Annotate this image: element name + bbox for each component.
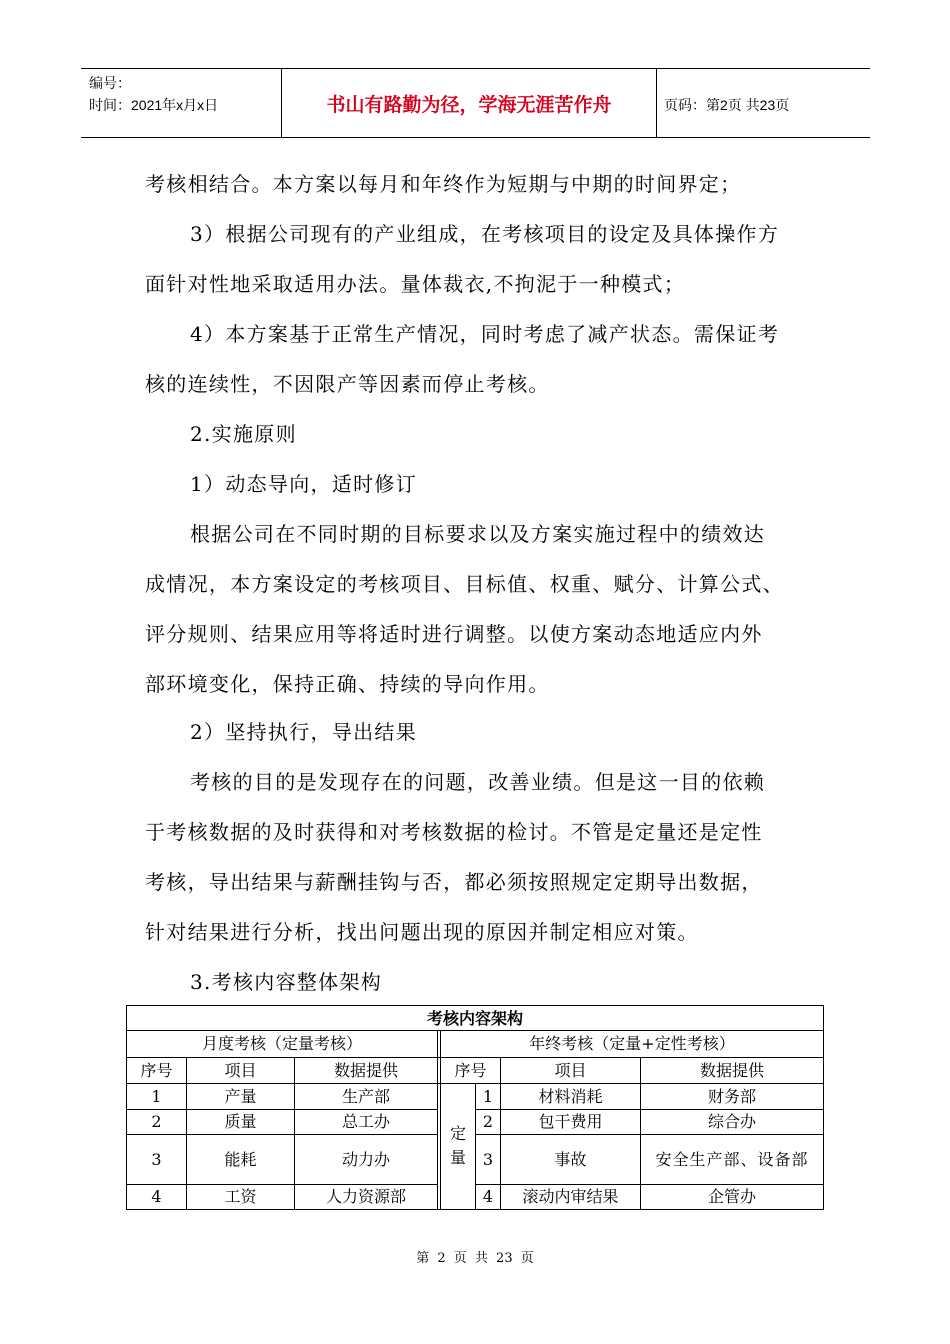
- table-cell-no: 3: [151, 1149, 162, 1169]
- table-cell-item: 事故: [554, 1149, 587, 1169]
- table-cell-source: 生产部: [341, 1086, 390, 1106]
- table-cell-item: 产量: [224, 1086, 257, 1106]
- table-cell-no: 2: [482, 1112, 494, 1131]
- paragraph-line: 4）本方案基于正常生产情况，同时考虑了减产状态。需保证考: [190, 322, 780, 346]
- table-cell-source: 安全生产部、设备部: [655, 1149, 809, 1169]
- annual-group-header: 年终考核（定量+定性考核）: [529, 1034, 735, 1053]
- table-cell-item: 能耗: [224, 1149, 257, 1169]
- table-cell-source: 动力办: [341, 1149, 390, 1169]
- monthly-group-header: 月度考核（定量考核）: [201, 1034, 362, 1053]
- table-cell-item: 包干费用: [538, 1112, 603, 1131]
- table-cell-item: 材料消耗: [538, 1086, 603, 1106]
- column-header-item: 项目: [554, 1060, 587, 1080]
- column-header-item: 项目: [224, 1060, 257, 1080]
- section-heading: 3.考核内容整体架构: [190, 970, 383, 994]
- paragraph-line: 成情况，本方案设定的考核项目、目标值、权重、赋分、计算公式、: [145, 572, 784, 596]
- assessment-structure-table: [126, 1005, 824, 1210]
- subsection-heading: 1）动态导向，适时修订: [190, 472, 418, 496]
- paragraph-line: 面针对性地采取适用办法。量体裁衣,不拘泥于一种模式；: [145, 272, 686, 296]
- document-time-label: 时间：2021年x月x日: [89, 97, 219, 113]
- page-header: [81, 68, 870, 138]
- table-cell-source: 综合办: [707, 1112, 756, 1131]
- table-cell-no: 1: [482, 1086, 494, 1106]
- header-motto: 书山有路勤为径，学海无涯苦作舟: [282, 69, 657, 137]
- subsection-heading: 2）坚持执行，导出结果: [190, 720, 418, 744]
- paragraph-line: 根据公司在不同时期的目标要求以及方案实施过程中的绩效达: [190, 522, 766, 546]
- column-header-source: 数据提供: [699, 1060, 764, 1080]
- paragraph-line: 部环境变化，保持正确、持续的导向作用。: [145, 672, 550, 696]
- page-footer: 第 2 页 共 23 页: [416, 1251, 534, 1266]
- paragraph-line: 于考核数据的及时获得和对考核数据的检讨。不管是定量还是定性: [145, 820, 763, 844]
- paragraph-line: 3）根据公司现有的产业组成，在考核项目的设定及具体操作方: [190, 222, 780, 246]
- table-cell-source: 总工办: [341, 1112, 390, 1131]
- column-header-no: 序号: [454, 1060, 487, 1080]
- header-page-number: 页码：第2页 共23页: [664, 97, 790, 113]
- paragraph-line: 考核相结合。本方案以每月和年终作为短期与中期的时间界定；: [145, 172, 742, 196]
- quantitative-group-label: 定量: [449, 1124, 466, 1167]
- table-cell-source: 人力资源部: [325, 1187, 406, 1206]
- header-info-cell: [81, 69, 282, 137]
- table-cell-item: 质量: [224, 1112, 257, 1131]
- column-header-no: 序号: [140, 1060, 173, 1080]
- table-rule: [437, 1030, 438, 1209]
- paragraph-line: 核的连续性，不因限产等因素而停止考核。: [145, 372, 550, 396]
- column-header-source: 数据提供: [333, 1060, 398, 1080]
- table-cell-source: 财务部: [707, 1086, 756, 1106]
- document-number-label: 编号：: [89, 75, 131, 91]
- paragraph-line: 考核，导出结果与薪酬挂钩与否，都必须按照规定定期导出数据，: [145, 870, 763, 894]
- table-cell-no: 4: [482, 1187, 494, 1206]
- table-cell-no: 3: [482, 1149, 494, 1169]
- table-cell-no: 1: [151, 1086, 162, 1106]
- table-cell-item: 滚动内审结果: [522, 1187, 619, 1206]
- table-title: 考核内容架构: [426, 1008, 523, 1028]
- paragraph-line: 针对结果进行分析，找出问题出现的原因并制定相应对策。: [145, 920, 699, 944]
- table-cell-no: 2: [151, 1112, 162, 1131]
- paragraph-line: 考核的目的是发现存在的问题，改善业绩。但是这一目的依赖: [190, 770, 766, 794]
- table-cell-item: 工资: [224, 1187, 257, 1206]
- table-cell-no: 4: [151, 1187, 162, 1206]
- section-heading: 2.实施原则: [190, 422, 297, 446]
- paragraph-line: 评分规则、结果应用等将适时进行调整。以使方案动态地适应内外: [145, 622, 763, 646]
- table-cell-source: 企管办: [707, 1187, 756, 1206]
